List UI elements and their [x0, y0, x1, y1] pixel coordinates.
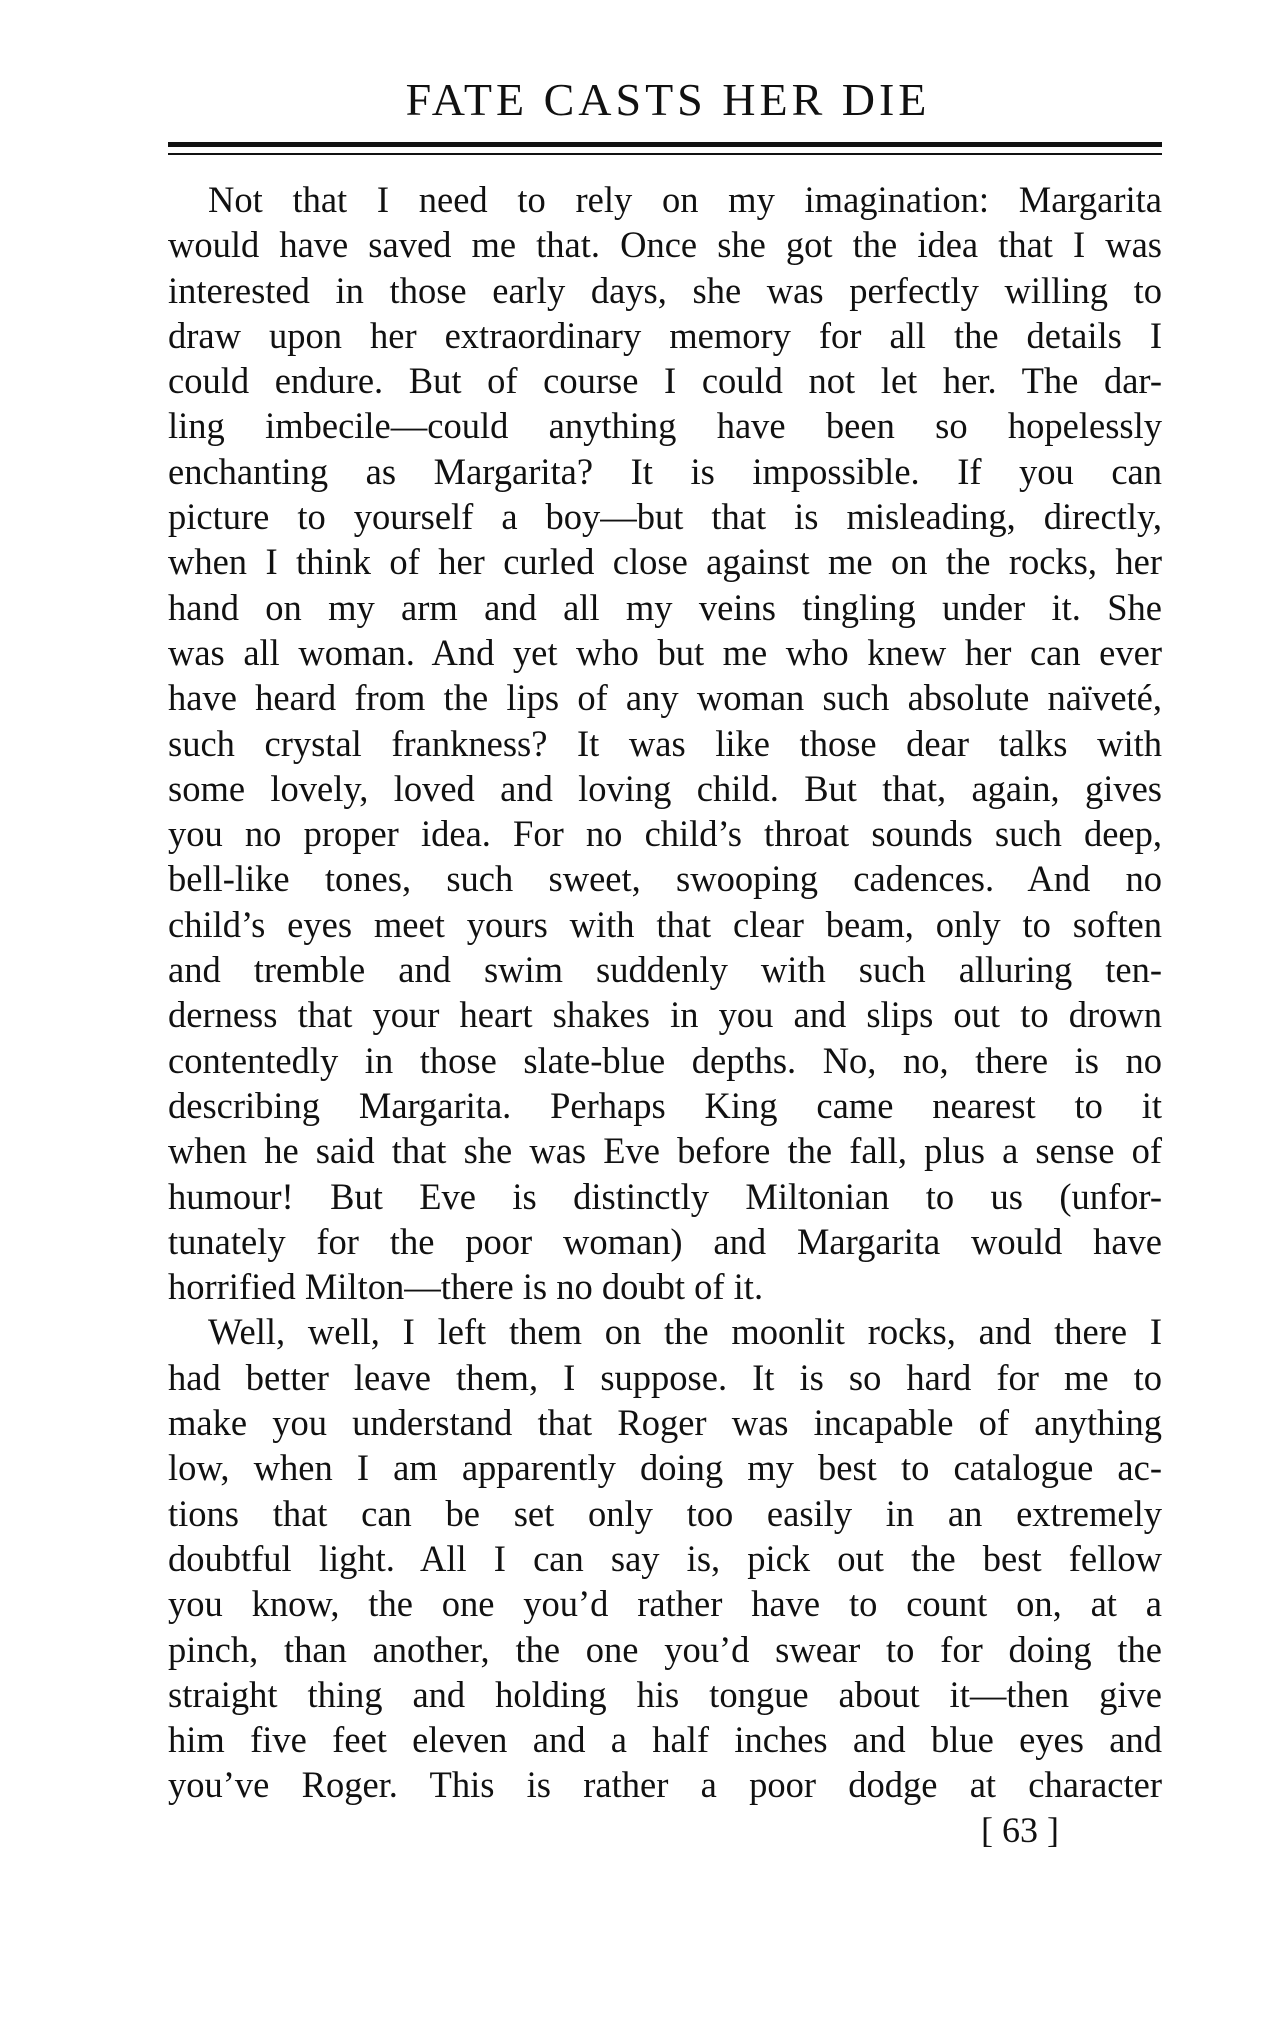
text-line: contentedly in those slate-blue depths. No, no, there is no: [168, 1039, 1162, 1081]
text-line: low, when I am apparently doing my best to catalogue ac-: [168, 1447, 1162, 1489]
body-text: [168, 177, 1162, 1808]
header-rule-thin: [168, 153, 1162, 155]
text-line: you’ve Roger. This is rather a poor dodge at character: [168, 1764, 1162, 1806]
text-line: straight thing and holding his tongue about it—then give: [168, 1673, 1162, 1715]
text-line: had better leave them, I suppose. It is so hard for me to: [168, 1356, 1162, 1398]
text-line: interested in those early days, she was perfectly willing to: [168, 269, 1162, 311]
text-line: bell-like tones, such sweet, swooping cadences. And no: [168, 858, 1162, 900]
text-line: could endure. But of course I could not let her. The dar-: [168, 360, 1162, 402]
text-line: picture to yourself a boy—but that is misleading, directly,: [168, 496, 1162, 538]
text-line: him five feet eleven and a half inches and blue eyes and: [168, 1719, 1162, 1761]
text-line: Well, well, I left them on the moonlit rocks, and there I: [208, 1311, 1162, 1353]
text-line: would have saved me that. Once she got the idea that I was: [168, 224, 1162, 266]
text-line: was all woman. And yet who but me who knew her can ever: [168, 631, 1162, 673]
text-line: tunately for the poor woman) and Margarita would have: [168, 1220, 1162, 1262]
text-line: doubtful light. All I can say is, pick out the best fellow: [168, 1537, 1162, 1579]
text-line: you know, the one you’d rather have to count on, at a: [168, 1583, 1162, 1625]
text-line: such crystal frankness? It was like those dear talks with: [168, 722, 1162, 764]
text-line: derness that your heart shakes in you and slips out to drown: [168, 994, 1162, 1036]
text-line: some lovely, loved and loving child. But that, again, gives: [168, 767, 1162, 809]
text-line: enchanting as Margarita? It is impossible. If you can: [168, 450, 1162, 492]
text-line: ling imbecile—could anything have been so hopelessly: [168, 405, 1162, 447]
paragraph: [168, 177, 1162, 1309]
text-line: draw upon her extraordinary memory for all the details I: [168, 314, 1162, 356]
text-line: make you understand that Roger was incapable of anything: [168, 1402, 1162, 1444]
paragraph: [168, 1309, 1162, 1807]
text-line: Not that I need to rely on my imagination: Margarita: [208, 179, 1162, 220]
text-line: you no proper idea. For no child’s throat sounds such deep,: [168, 813, 1162, 855]
text-line: child’s eyes meet yours with that clear beam, only to soften: [168, 903, 1162, 945]
text-line: horrified Milton—there is no doubt of it.: [168, 1266, 764, 1308]
text-line: when he said that she was Eve before the fall, plus a sense of: [168, 1130, 1162, 1172]
text-line: and tremble and swim suddenly with such alluring ten-: [168, 949, 1162, 991]
text-line: tions that can be set only too easily in an extremely: [168, 1492, 1162, 1534]
header-rule-thick: [168, 142, 1162, 147]
text-line: hand on my arm and all my veins tingling under it. She: [168, 586, 1162, 628]
text-line: when I think of her curled close against me on the rocks, her: [168, 541, 1162, 583]
text-line: have heard from the lips of any woman such absolute naïveté,: [168, 677, 1162, 719]
text-line: humour! But Eve is distinctly Miltonian to us (unfor-: [168, 1175, 1162, 1217]
running-head: FATE CASTS HER DIE: [405, 74, 931, 125]
text-line: pinch, than another, the one you’d swear to for doing the: [168, 1628, 1162, 1670]
text-line: describing Margarita. Perhaps King came nearest to it: [168, 1084, 1162, 1126]
page-number: [ 63 ]: [981, 1810, 1059, 1850]
